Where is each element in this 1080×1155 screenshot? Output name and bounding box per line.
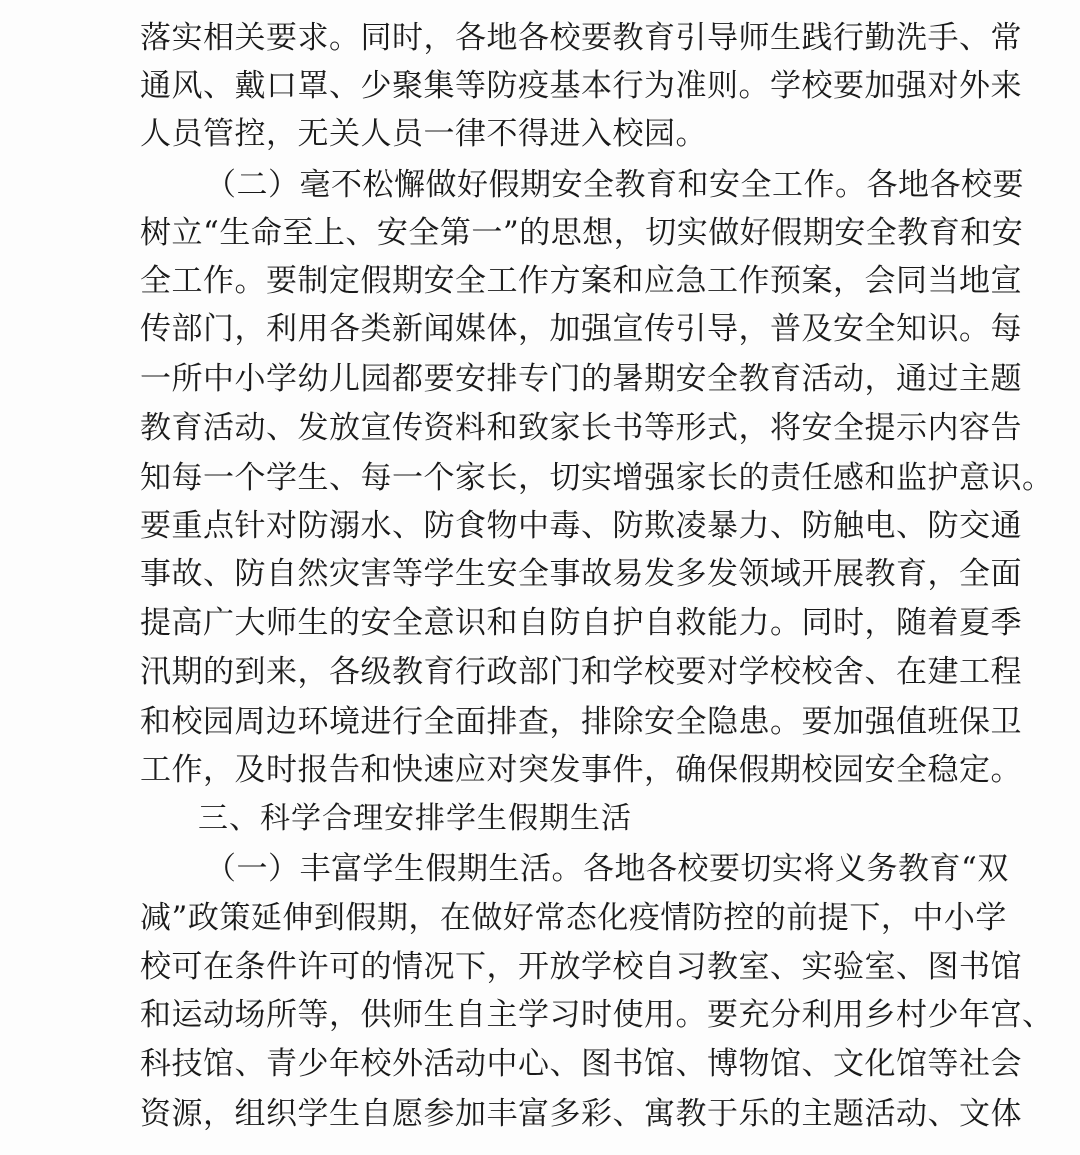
text-line: 和运动场所等，供师生自主学习时使用。要充分利用乡村少年宫、 bbox=[140, 997, 1054, 1033]
text-line: 通风、戴口罩、少聚集等防疫基本行为准则。学校要加强对外来 bbox=[140, 68, 1022, 104]
text-line: 教育活动、发放宣传资料和致家长书等形式，将安全提示内容告 bbox=[140, 410, 1022, 446]
text-line: （二）毫不松懈做好假期安全教育和安全工作。各地各校要 bbox=[205, 167, 1024, 203]
text-line: 和校园周边环境进行全面排查，排除安全隐患。要加强值班保卫 bbox=[140, 704, 1022, 740]
text-line: 知每一个学生、每一个家长，切实增强家长的责任感和监护意识。 bbox=[140, 460, 1054, 496]
section-heading: 三、科学合理安排学生假期生活 bbox=[198, 801, 632, 836]
text-line: 落实相关要求。同时，各地各校要教育引导师生践行勤洗手、常 bbox=[140, 20, 1022, 56]
text-line: 汛期的到来，各级教育行政部门和学校要对学校校舍、在建工程 bbox=[140, 654, 1022, 690]
text-line: 一所中小学幼儿园都要安排专门的暑期安全教育活动，通过主题 bbox=[140, 361, 1022, 397]
text-line: 资源，组织学生自愿参加丰富多彩、寓教于乐的主题活动、文体 bbox=[140, 1096, 1022, 1132]
text-line: 全工作。要制定假期安全工作方案和应急工作预案，会同当地宣 bbox=[140, 263, 1022, 299]
text-line: 传部门，利用各类新闻媒体，加强宣传引导，普及安全知识。每 bbox=[140, 311, 1022, 347]
text-line: 工作，及时报告和快速应对突发事件，确保假期校园安全稳定。 bbox=[140, 752, 1022, 788]
text-line: 要重点针对防溺水、防食物中毒、防欺凌暴力、防触电、防交通 bbox=[140, 508, 1022, 544]
text-line: 科技馆、青少年校外活动中心、图书馆、博物馆、文化馆等社会 bbox=[140, 1046, 1022, 1082]
text-line: 减”政策延伸到假期，在做好常态化疫情防控的前提下，中小学 bbox=[140, 900, 1007, 936]
text-line: 树立“生命至上、安全第一”的思想，切实做好假期安全教育和安 bbox=[140, 215, 1024, 251]
text-line: （一）丰富学生假期生活。各地各校要切实将义务教育“双 bbox=[205, 851, 1009, 887]
text-line: 提高广大师生的安全意识和自防自护自救能力。同时，随着夏季 bbox=[140, 605, 1022, 641]
text-line: 人员管控，无关人员一律不得进入校园。 bbox=[140, 116, 707, 152]
text-line: 校可在条件许可的情况下，开放学校自习教室、实验室、图书馆 bbox=[140, 949, 1022, 985]
text-line: 事故、防自然灾害等学生安全事故易发多发领域开展教育，全面 bbox=[140, 556, 1022, 592]
